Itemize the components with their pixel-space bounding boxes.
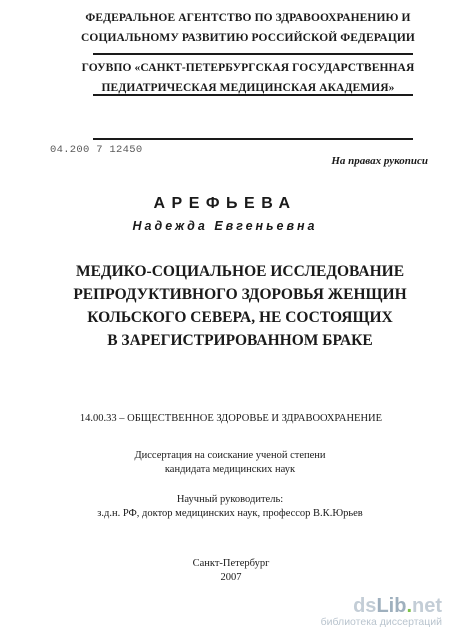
manuscript-rights-note: На правах рукописи xyxy=(331,155,428,167)
degree-line-2: кандидата медицинских наук xyxy=(164,464,296,475)
header-divider-bottom xyxy=(93,138,413,140)
author-surname: АРЕФЬЕВА xyxy=(153,195,297,212)
degree-line-1: Диссертация на соискание ученой степени xyxy=(134,450,326,461)
header-divider-top xyxy=(93,53,413,55)
logo-lib: Lib xyxy=(376,595,407,617)
title-line-3: КОЛЬСКОГО СЕВЕРА, НЕ СОСТОЯЩИХ xyxy=(87,309,393,326)
city: Санкт-Петербург xyxy=(192,558,270,569)
title-line-1: МЕДИКО-СОЦИАЛЬНОЕ ИССЛЕДОВАНИЕ xyxy=(75,263,405,280)
header-divider-middle xyxy=(93,94,413,96)
library-stamp: 04.200 7 12450 xyxy=(50,144,143,156)
title-line-2: РЕПРОДУКТИВНОГО ЗДОРОВЬЯ ЖЕНЩИН xyxy=(73,286,407,303)
supervisor-name: з.д.н. РФ, доктор медицинских наук, профессор В.К.Юрьев xyxy=(97,508,363,519)
dissertation-title xyxy=(60,260,420,352)
year: 2007 xyxy=(220,572,242,583)
watermark-subtitle: библиотека диссертаций xyxy=(320,616,442,628)
logo-dot: . xyxy=(406,595,412,617)
dslib-logo xyxy=(321,596,442,616)
degree-statement xyxy=(0,449,450,477)
title-line-4: В ЗАРЕГИСТРИРОВАННОМ БРАКЕ xyxy=(107,332,373,349)
logo-net: net xyxy=(412,595,442,617)
header-line-4: ПЕДИАТРИЧЕСКАЯ МЕДИЦИНСКАЯ АКАДЕМИЯ» xyxy=(101,82,395,94)
dslib-watermark xyxy=(321,596,442,628)
logo-ds: ds xyxy=(353,595,377,617)
supervisor-label: Научный руководитель: xyxy=(176,494,284,505)
header-line-2: СОЦИАЛЬНОМУ РАЗВИТИЮ РОССИЙСКОЙ ФЕДЕРАЦИИ xyxy=(81,32,415,44)
header-line-3: ГОУВПО «САНКТ-ПЕТЕРБУРГСКАЯ ГОСУДАРСТВЕННАЯ xyxy=(81,62,415,74)
header-line-1: ФЕДЕРАЛЬНОЕ АГЕНТСТВО ПО ЗДРАВООХРАНЕНИЮ И xyxy=(85,12,411,24)
specialty-code: 14.00.33 – ОБЩЕСТВЕННОЕ ЗДОРОВЬЕ И ЗДРАВООХРАНЕНИЕ xyxy=(79,413,383,424)
author-given-names: Надежда Евгеньевна xyxy=(132,219,318,233)
scientific-supervisor xyxy=(0,493,450,521)
place-and-year xyxy=(0,557,450,585)
